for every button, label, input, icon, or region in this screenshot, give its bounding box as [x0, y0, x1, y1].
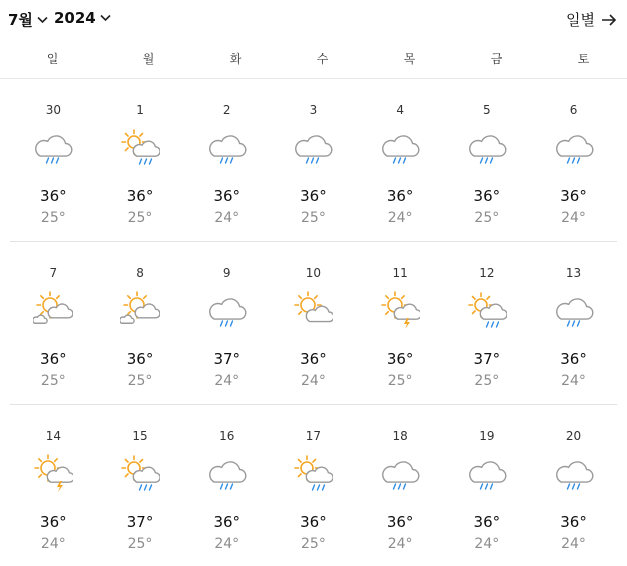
high-temp: 37°: [126, 513, 154, 531]
rain-cloud-icon: [554, 453, 594, 493]
low-temp: 25°: [301, 536, 326, 552]
rain-cloud-icon: [380, 127, 420, 167]
weekday-header-row: [0, 50, 627, 70]
high-temp: 36°: [386, 350, 414, 368]
day-cell[interactable]: [10, 409, 97, 559]
day-date: 12: [479, 266, 495, 280]
day-date: 8: [136, 266, 144, 280]
weekday-thu: 목: [403, 52, 416, 66]
week-divider: [10, 404, 617, 405]
low-temp: 25°: [40, 373, 66, 389]
day-cell[interactable]: [270, 83, 357, 233]
day-date: 5: [483, 103, 491, 117]
day-date: 16: [219, 429, 235, 443]
high-temp: 36°: [40, 187, 67, 205]
high-temp: 36°: [473, 513, 501, 531]
day-cell[interactable]: [530, 409, 617, 559]
day-date: 1: [136, 103, 144, 117]
high-temp: 36°: [560, 513, 587, 531]
day-cell[interactable]: [10, 246, 97, 396]
low-temp: 25°: [474, 210, 500, 226]
day-date: 3: [309, 103, 318, 117]
sun-cloud-rain-icon: [120, 127, 160, 167]
low-temp: 24°: [301, 373, 326, 389]
year-label: 2024: [54, 9, 96, 27]
high-temp: 36°: [300, 187, 327, 205]
chevron-down-icon: [100, 14, 111, 22]
high-temp: 37°: [213, 350, 241, 368]
low-temp: 24°: [214, 536, 240, 552]
day-date: 30: [45, 103, 61, 117]
low-temp: 24°: [561, 373, 586, 389]
low-temp: 25°: [474, 373, 500, 389]
day-date: 15: [132, 429, 148, 443]
high-temp: 36°: [560, 187, 587, 205]
high-temp: 36°: [40, 513, 67, 531]
high-temp: 36°: [126, 350, 154, 368]
week-row: [10, 83, 617, 233]
low-temp: 25°: [387, 373, 413, 389]
weekday-tue: 화: [229, 52, 242, 66]
calendar-header: [0, 0, 627, 38]
high-temp: 36°: [300, 350, 327, 368]
sun-cloud-rain-icon: [293, 453, 333, 493]
sun-clouds-icon: [33, 290, 73, 330]
high-temp: 36°: [126, 187, 154, 205]
week-row: [10, 246, 617, 396]
rain-cloud-icon: [293, 127, 333, 167]
day-cell[interactable]: [357, 83, 444, 233]
week-divider: [10, 241, 617, 242]
day-date: 11: [392, 266, 408, 280]
low-temp: 25°: [127, 373, 153, 389]
low-temp: 25°: [127, 210, 153, 226]
low-temp: 25°: [127, 536, 153, 552]
month-selector[interactable]: [8, 9, 48, 30]
high-temp: 36°: [560, 350, 587, 368]
sun-thunder-icon: [380, 290, 420, 330]
day-date: 2: [222, 103, 231, 117]
low-temp: 24°: [561, 210, 586, 226]
rain-cloud-icon: [33, 127, 73, 167]
day-cell[interactable]: [357, 246, 444, 396]
day-cell[interactable]: [530, 83, 617, 233]
day-date: 17: [305, 429, 322, 443]
day-date: 9: [222, 266, 231, 280]
day-date: 10: [305, 266, 322, 280]
low-temp: 24°: [214, 373, 240, 389]
high-temp: 37°: [473, 350, 501, 368]
day-cell[interactable]: [97, 246, 184, 396]
daily-view-link[interactable]: [566, 9, 617, 30]
month-label: 7월: [8, 11, 33, 29]
weekday-sat: 토: [577, 52, 590, 66]
day-cell[interactable]: [357, 409, 444, 559]
high-temp: 36°: [386, 187, 414, 205]
weekday-fri: 금: [490, 52, 503, 66]
weekday-sun: 일: [46, 52, 59, 66]
low-temp: 25°: [301, 210, 326, 226]
header-divider: [0, 78, 627, 79]
rain-cloud-icon: [554, 290, 594, 330]
high-temp: 36°: [40, 350, 67, 368]
day-cell[interactable]: [444, 409, 531, 559]
rain-cloud-icon: [467, 453, 507, 493]
low-temp: 24°: [40, 536, 66, 552]
year-selector[interactable]: [54, 9, 111, 27]
day-date: 6: [569, 103, 578, 117]
low-temp: 24°: [214, 210, 240, 226]
weekday-mon: 월: [142, 52, 155, 66]
day-date: 19: [479, 429, 495, 443]
daily-view-label: 일별: [566, 11, 595, 29]
day-cell[interactable]: [183, 83, 270, 233]
day-date: 13: [565, 266, 582, 280]
high-temp: 36°: [213, 513, 241, 531]
rain-cloud-icon: [207, 290, 247, 330]
sun-cloud-rain-icon: [467, 290, 507, 330]
rain-cloud-icon: [380, 453, 420, 493]
rain-cloud-icon: [467, 127, 507, 167]
day-cell[interactable]: [444, 246, 531, 396]
high-temp: 36°: [300, 513, 327, 531]
low-temp: 24°: [387, 536, 413, 552]
high-temp: 36°: [213, 187, 241, 205]
arrow-right-icon: [601, 14, 617, 26]
day-cell[interactable]: [97, 409, 184, 559]
sun-thunder-icon: [33, 453, 73, 493]
weekday-wed: 수: [316, 52, 329, 66]
low-temp: 24°: [387, 210, 413, 226]
day-cell[interactable]: [270, 246, 357, 396]
sun-cloud-rain-icon: [120, 453, 160, 493]
low-temp: 25°: [40, 210, 66, 226]
high-temp: 36°: [386, 513, 414, 531]
low-temp: 24°: [561, 536, 586, 552]
rain-cloud-icon: [554, 127, 594, 167]
day-date: 20: [565, 429, 582, 443]
chevron-down-icon: [37, 16, 48, 24]
day-date: 18: [392, 429, 408, 443]
high-temp: 36°: [473, 187, 501, 205]
day-date: 14: [45, 429, 61, 443]
low-temp: 24°: [474, 536, 500, 552]
sun-clouds-icon: [120, 290, 160, 330]
sun-cloud-icon: [293, 290, 333, 330]
day-cell[interactable]: [444, 83, 531, 233]
day-cell[interactable]: [183, 409, 270, 559]
week-row: [10, 409, 617, 559]
rain-cloud-icon: [207, 127, 247, 167]
day-cell[interactable]: [270, 409, 357, 559]
day-cell[interactable]: [183, 246, 270, 396]
day-cell[interactable]: [530, 246, 617, 396]
rain-cloud-icon: [207, 453, 247, 493]
day-cell[interactable]: [10, 83, 97, 233]
day-date: 4: [396, 103, 404, 117]
day-date: 7: [49, 266, 58, 280]
day-cell[interactable]: [97, 83, 184, 233]
